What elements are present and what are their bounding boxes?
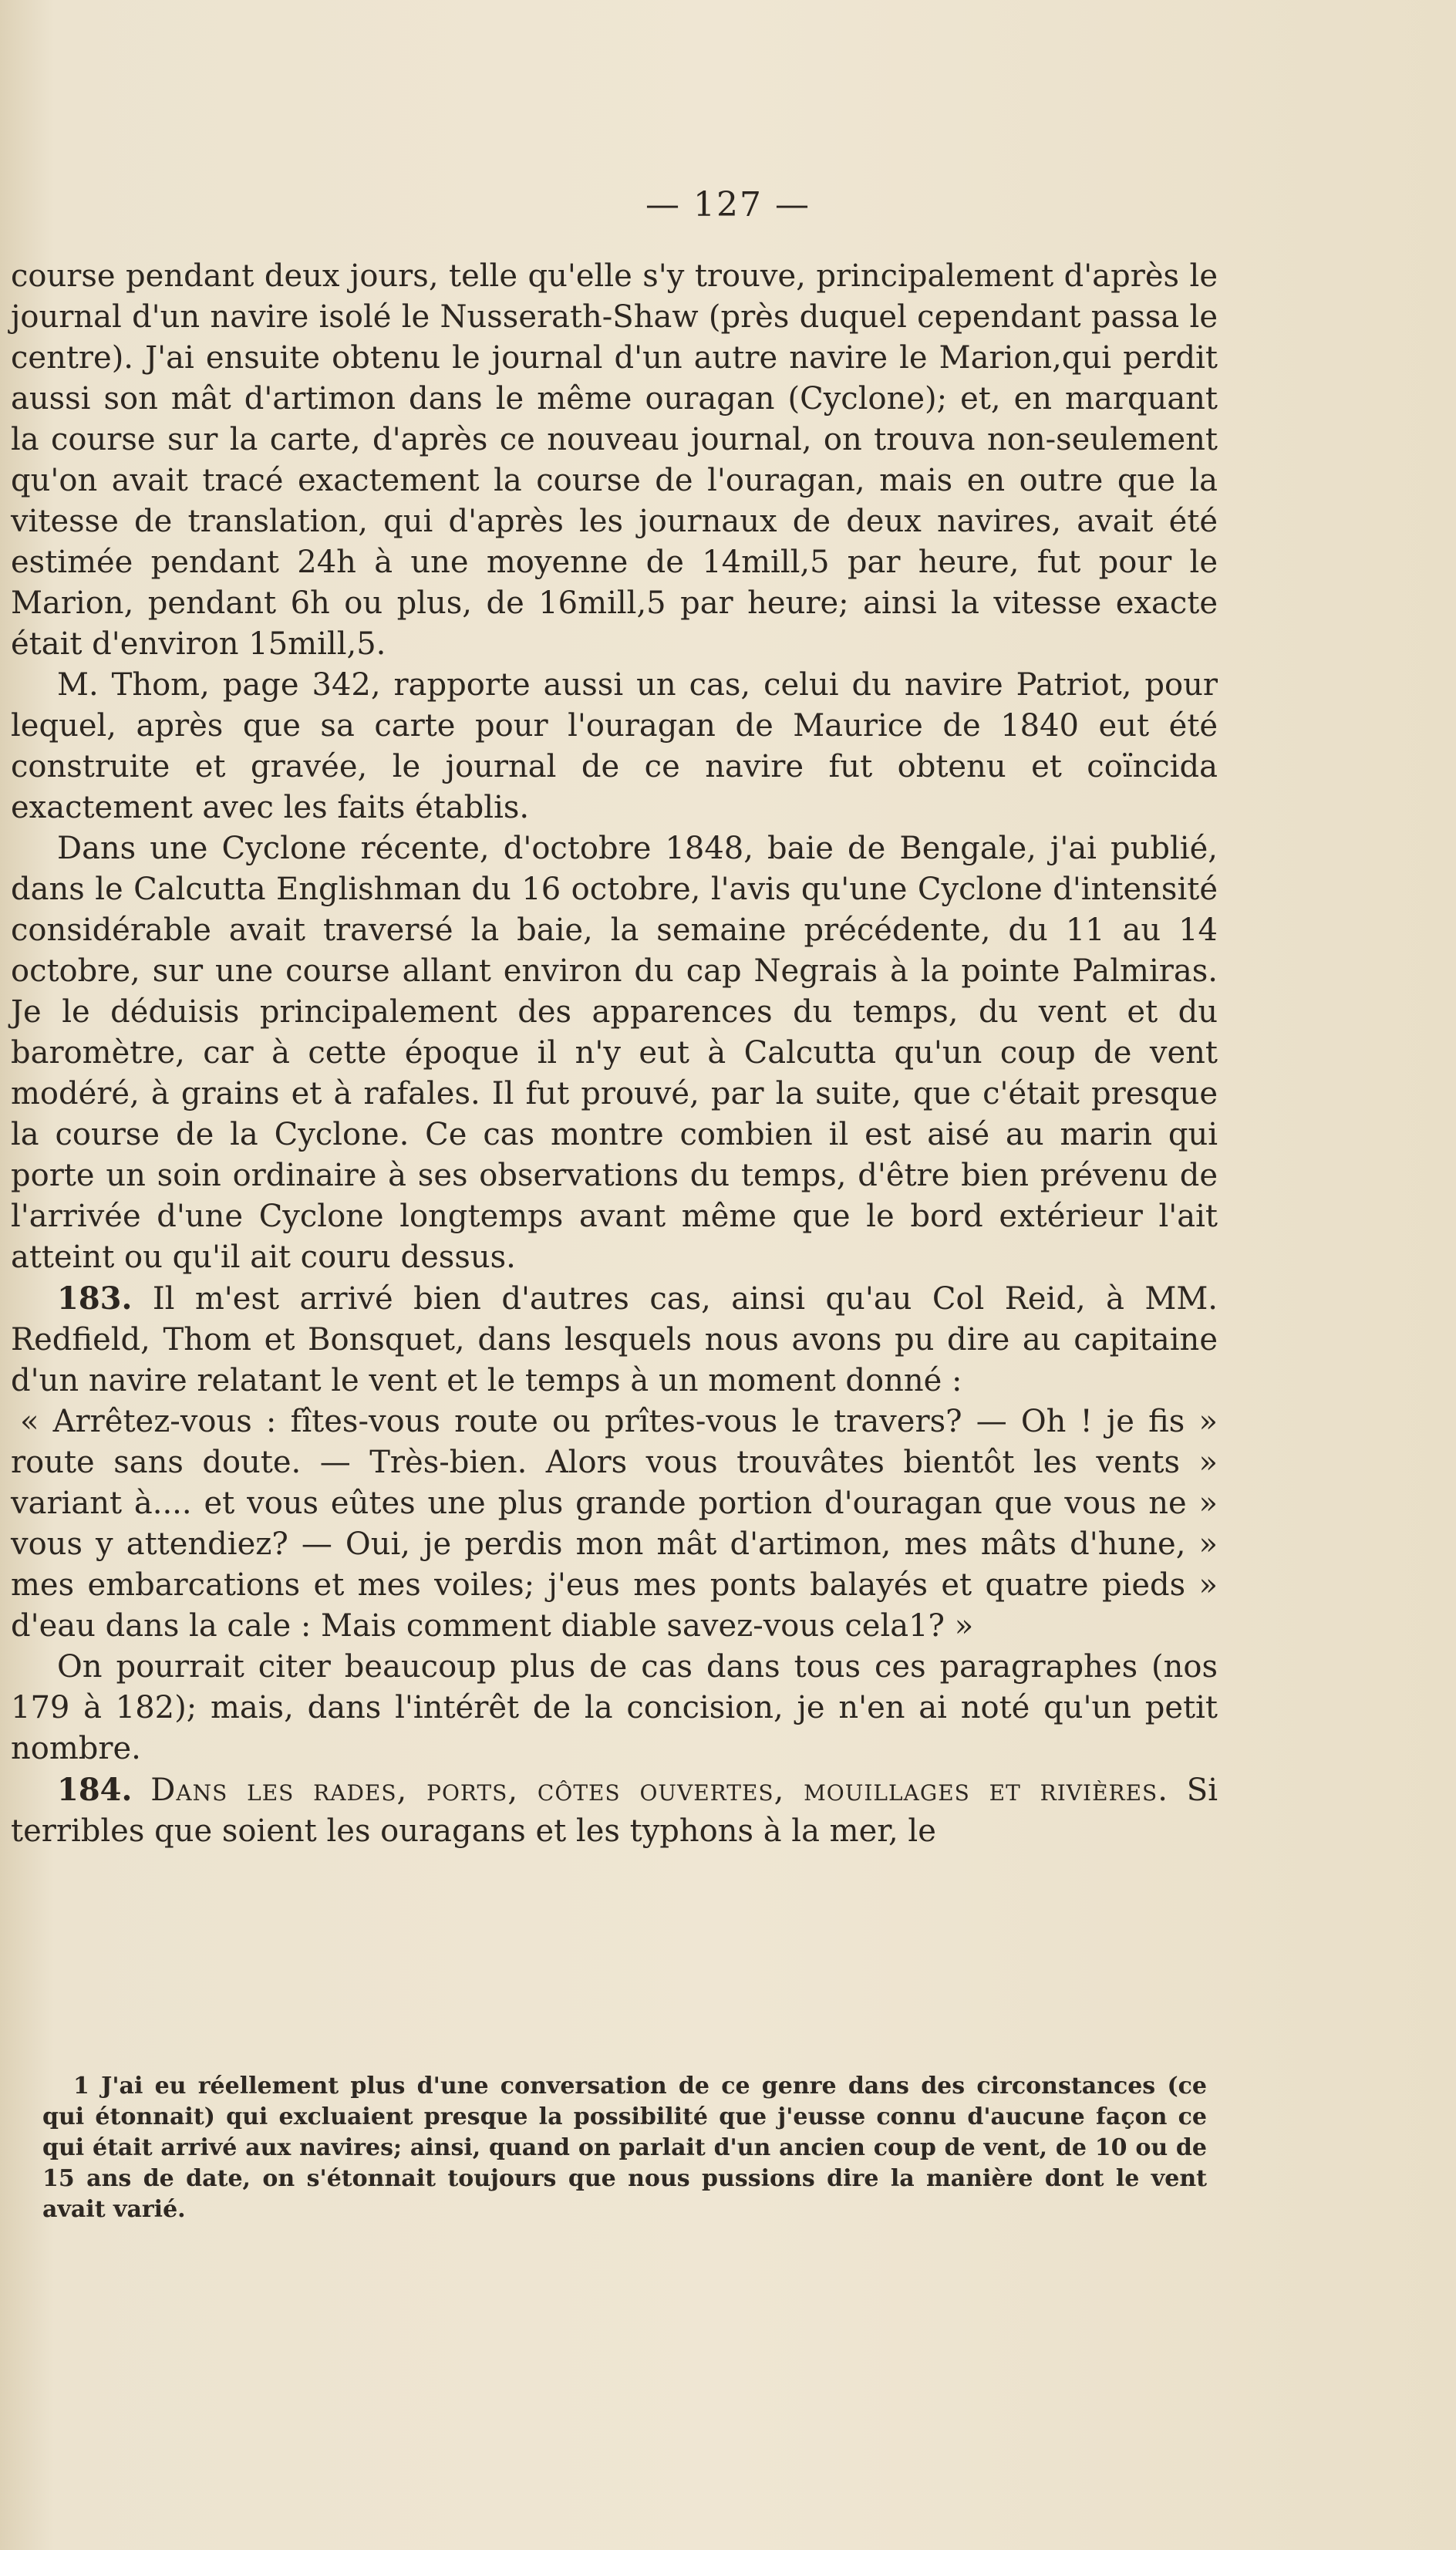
main-text [11, 256, 1218, 1852]
paragraph-183-text: Il m'est arrivé bien d'autres cas, ainsi qu'au Col Reid, à MM. Redfield, Thom et Bonsquet, dans lesquels nous avons pu dire au capitaine d'un navire relatant le vent et le temps à un moment donné : [11, 1281, 1218, 1398]
paragraph-3: Dans une Cyclone récente, d'octobre 1848, baie de Bengale, j'ai publié, dans le Calcutta Englishman du 16 octobre, l'avis qu'une Cyclone d'intensité considérable avait traversé la baie, la semaine précédente, du 11 au 14 octobre, sur une course allant environ du cap Negrais à la pointe Palmiras. Je le déduisis principalement des apparences du temps, du vent et du baromètre, car à cette époque il n'y eut à Calcutta qu'un coup de vent modéré, à grains et à rafales. Il fut prouvé, par la suite, que c'était presque la course de la Cyclone. Ce cas montre combien il est aisé au marin qui porte un soin ordinaire à ses observations du temps, d'être bien prévenu de l'arrivée d'une Cyclone longtemps avant même que le bord extérieur l'ait atteint ou qu'il ait couru dessus. [11, 831, 1218, 1275]
paragraph-2: M. Thom, page 342, rapporte aussi un cas, celui du navire Patriot, pour lequel, après que sa carte pour l'ouragan de Maurice de 1840 eut été construite et gravée, le journal de ce navire fut obtenu et coïncida exactement avec les faits établis. [11, 667, 1218, 825]
section-heading-184: Dans les rades, ports, côtes ouvertes, mouillages et rivières. [150, 1773, 1168, 1808]
paragraph-184-text: Si terribles que soient les ouragans et les typhons à la mer, le [11, 1773, 1218, 1849]
paragraph-5: On pourrait citer beaucoup plus de cas dans tous ces paragraphes (nos 179 à 182); mais, dans l'intérêt de la concision, je n'en ai noté qu'un petit nombre. [11, 1649, 1218, 1766]
footnotes [42, 2071, 1207, 2225]
page-number: — 127 — [645, 185, 811, 224]
quotation: « Arrêtez-vous : fîtes-vous route ou prîtes-vous le travers? — Oh ! je fis » route sans doute. — Très-bien. Alors vous trouvâtes bientôt les vents » variant à.... et vous eûtes une plus grande portion d'ouragan que vous ne » vous y attendiez? — Oui, je perdis mon mât d'artimon, mes mâts d'hune, » mes embarcations et mes voiles; j'eus mes ponts balayés et quatre pieds » d'eau dans la cale : Mais comment diable savez-vous cela1? » [11, 1404, 1218, 1644]
paragraph-1: course pendant deux jours, telle qu'elle s'y trouve, principalement d'après le journal d'un navire isolé le Nusserath-Shaw (près duquel cependant passa le centre). J'ai ensuite obtenu le journal d'un autre navire le Marion,qui perdit aussi son mât d'artimon dans le même ouragan (Cyclone); et, en marquant la course sur la carte, d'après ce nouveau journal, on trouva non-seulement qu'on avait tracé exactement la course de l'ouragan, mais en outre que la vitesse de translation, qui d'après les journaux de deux navires, avait été estimée pendant 24h à une moyenne de 14mill,5 par heure, fut pour le Marion, pendant 6h ou plus, de 16mill,5 par heure; ainsi la vitesse exacte était d'environ 15mill,5. [11, 258, 1218, 662]
footnote-1: 1 J'ai eu réellement plus d'une conversation de ce genre dans des circonstances (ce qui étonnait) qui excluaient presque la possibilité que j'eusse connu d'aucune façon ce qui était arrivé aux navires; ainsi, quand on parlait d'un ancien coup de vent, de 10 ou de 15 ans de date, on s'étonnait toujours que nous pussions dire la manière dont le vent avait varié. [42, 2073, 1207, 2223]
paragraph-184 [11, 1769, 1218, 1852]
section-number-183: 183. [57, 1280, 133, 1317]
section-number-184: 184. [57, 1772, 133, 1808]
paragraph-183 [11, 1278, 1218, 1401]
